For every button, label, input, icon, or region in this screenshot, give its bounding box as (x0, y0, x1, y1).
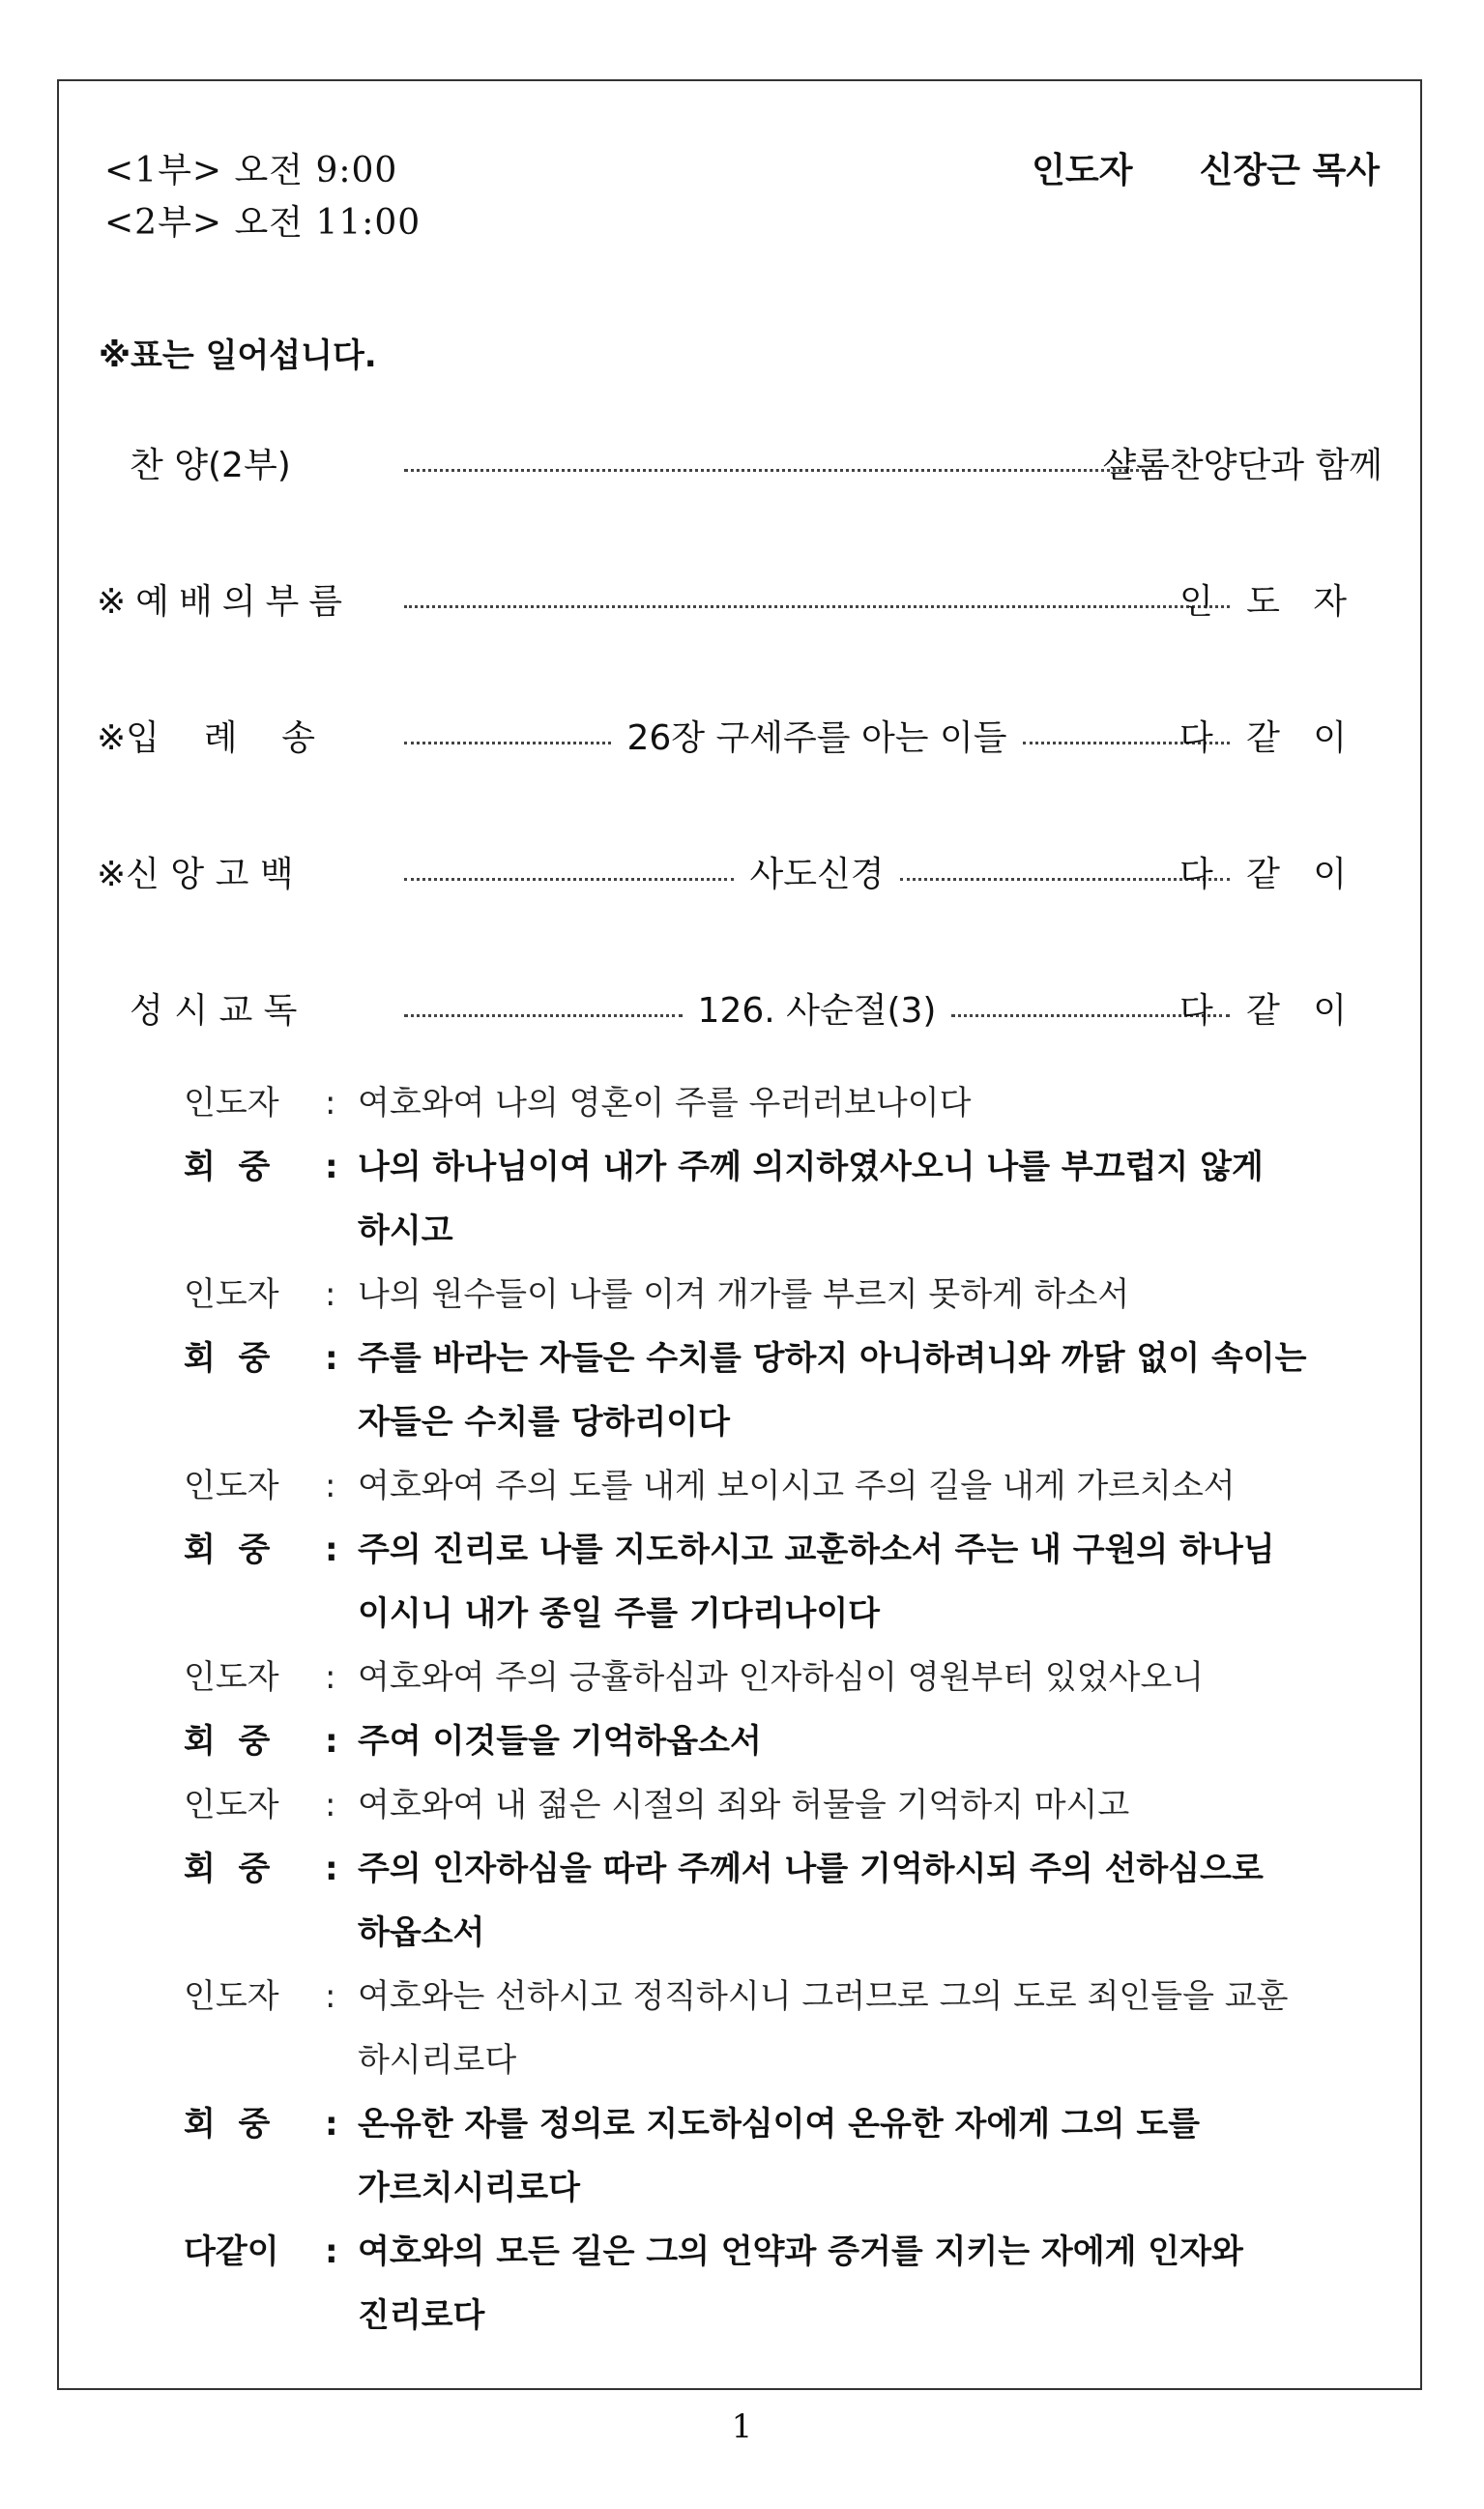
order-row-praise (97, 437, 1382, 495)
reading-line: 여호와의 모든 길은 그의 언약과 증거를 지키는 자에게 인자와 (358, 2232, 1243, 2271)
reading-entry: 회 중 : 주의 진리로 나를 지도하시고 교훈하소서 주는 내 구원의 하나님 이시니 내가 종일 주를 기다리나이다 (184, 1518, 1344, 1646)
reading-line: 여호와여 주의 도를 내게 보이시고 주의 길을 내게 가르치소서 (358, 1467, 1236, 1505)
reading-entry: 인도자 : 나의 원수들이 나를 이겨 개가를 부르지 못하게 하소서 (184, 1263, 1344, 1327)
order-middle (396, 846, 1237, 904)
order-performer: 다 같 이 (1179, 855, 1347, 894)
reading-line: 주여 이것들을 기억하옵소서 (358, 1722, 762, 1761)
reading-speaker: 회 중 (184, 1850, 271, 1888)
order-label: ※신 앙 고 백 (97, 855, 294, 894)
session-second: <2부> 오전 11:00 (104, 203, 422, 243)
reading-line: 하시리로다 (358, 2041, 517, 2080)
order-row-creed (97, 846, 1382, 904)
reading-line: 주의 진리로 나를 지도하시고 교훈하소서 주는 내 구원의 하나님 (358, 1531, 1275, 1569)
session-first: <1부> 오전 9:00 (104, 151, 398, 190)
leader-dots (396, 437, 1160, 495)
reading-line: 여호와는 선하시고 정직하시니 그러므로 그의 도로 죄인들을 교훈 (358, 1977, 1289, 2016)
reading-line: 진리로다 (358, 2296, 485, 2335)
reading-entry: 회 중 : 주여 이것들을 기억하옵소서 (184, 1709, 1344, 1773)
reading-entry: 다같이 : 여호와의 모든 길은 그의 언약과 증거를 지키는 자에게 인자와 진리로다 (184, 2220, 1344, 2348)
reading-speaker: 회 중 (184, 1339, 271, 1378)
reading-entry: 인도자 : 여호와는 선하시고 정직하시니 그러므로 그의 도로 죄인들을 교훈 하시리로다 (184, 1965, 1344, 2092)
reading-speaker: 인도자 (184, 1275, 279, 1314)
order-label: ※입 례 송 (97, 718, 316, 758)
order-middle (396, 982, 1237, 1040)
reading-line: 여호와여 나의 영혼이 주를 우러러보나이다 (358, 1084, 972, 1123)
standing-note: ※표는 일어섭니다. (99, 336, 377, 375)
reading-entry: 인도자 : 여호와여 주의 긍휼하심과 인자하심이 영원부터 있었사오니 (184, 1646, 1344, 1709)
reading-line: 자들은 수치를 당하리이다 (358, 1403, 730, 1442)
reading-entry: 인도자 : 여호와여 내 젊은 시절의 죄와 허물을 기억하지 마시고 (184, 1773, 1344, 1837)
reading-line: 온유한 자를 정의로 지도하심이여 온유한 자에게 그의 도를 (358, 2105, 1201, 2144)
reading-speaker: 인도자 (184, 1467, 279, 1505)
order-row-hymn (97, 710, 1382, 768)
creed-title: 사도신경 (749, 855, 885, 894)
reading-line: 하시고 (358, 1211, 453, 1250)
reading-line: 하옵소서 (358, 1913, 485, 1952)
order-label: ※예배의부름 (97, 582, 353, 622)
page-number: 1 (731, 2407, 753, 2446)
reading-line: 이시니 내가 종일 주를 기다리나이다 (358, 1594, 881, 1633)
order-performer: 다 같 이 (1179, 718, 1347, 758)
reading-entry: 회 중 : 나의 하나님이여 내가 주께 의지하였사오니 나를 부끄럽지 않게 하시고 (184, 1135, 1344, 1263)
leader-label: 인도자 (1032, 151, 1133, 190)
leader-name: 신장근 목사 (1199, 151, 1380, 190)
reading-line: 가르치시리로다 (358, 2169, 580, 2207)
reading-speaker: 회 중 (184, 1722, 271, 1761)
order-performer: 샬롬찬양단과 함께 (1102, 446, 1382, 485)
reading-speaker: 인도자 (184, 1084, 279, 1123)
leader-info (1032, 143, 1380, 192)
order-performer: 다 같 이 (1179, 991, 1347, 1031)
reading-entry: 회 중 : 온유한 자를 정의로 지도하심이여 온유한 자에게 그의 도를 가르치시리로다 (184, 2092, 1344, 2220)
reading-speaker: 인도자 (184, 1977, 279, 2016)
reading-speaker: 회 중 (184, 1148, 271, 1186)
order-label: 찬 양(2부) (130, 446, 291, 485)
reading-speaker: 인도자 (184, 1786, 279, 1824)
hymn-title: 26장 구세주를 아는 이들 (626, 718, 1007, 758)
reading-line: 나의 하나님이여 내가 주께 의지하였사오니 나를 부끄럽지 않게 (358, 1148, 1264, 1186)
order-middle (396, 710, 1237, 768)
leader-dots (396, 573, 1237, 631)
reading-line: 나의 원수들이 나를 이겨 개가를 부르지 못하게 하소서 (358, 1275, 1130, 1314)
reading-title: 126. 사순절(3) (697, 991, 937, 1031)
reading-entry: 회 중 : 주의 인자하심을 따라 주께서 나를 기억하시되 주의 선하심으로 하옵소서 (184, 1837, 1344, 1965)
reading-speaker: 회 중 (184, 1531, 271, 1569)
reading-speaker: 다같이 (184, 2232, 279, 2271)
order-performer: 인 도 자 (1179, 582, 1347, 622)
order-row-reading (97, 982, 1382, 1040)
reading-line: 여호와여 주의 긍휼하심과 인자하심이 영원부터 있었사오니 (358, 1658, 1205, 1697)
reading-entry: 인도자 : 여호와여 나의 영혼이 주를 우러러보나이다 (184, 1071, 1344, 1135)
reading-speaker: 인도자 (184, 1658, 279, 1697)
order-label: 성 시 교 독 (130, 991, 298, 1031)
reading-entry: 회 중 : 주를 바라는 자들은 수치를 당하지 아니하려니와 까닭 없이 속이는 자들은 수치를 당하리이다 (184, 1327, 1344, 1454)
reading-line: 여호와여 내 젊은 시절의 죄와 허물을 기억하지 마시고 (358, 1786, 1130, 1824)
reading-line: 주의 인자하심을 따라 주께서 나를 기억하시되 주의 선하심으로 (358, 1850, 1264, 1888)
reading-entry: 인도자 : 여호와여 주의 도를 내게 보이시고 주의 길을 내게 가르치소서 (184, 1454, 1344, 1518)
reading-line: 주를 바라는 자들은 수치를 당하지 아니하려니와 까닭 없이 속이는 (358, 1339, 1307, 1378)
order-row-call (97, 573, 1382, 631)
reading-speaker: 회 중 (184, 2105, 271, 2144)
